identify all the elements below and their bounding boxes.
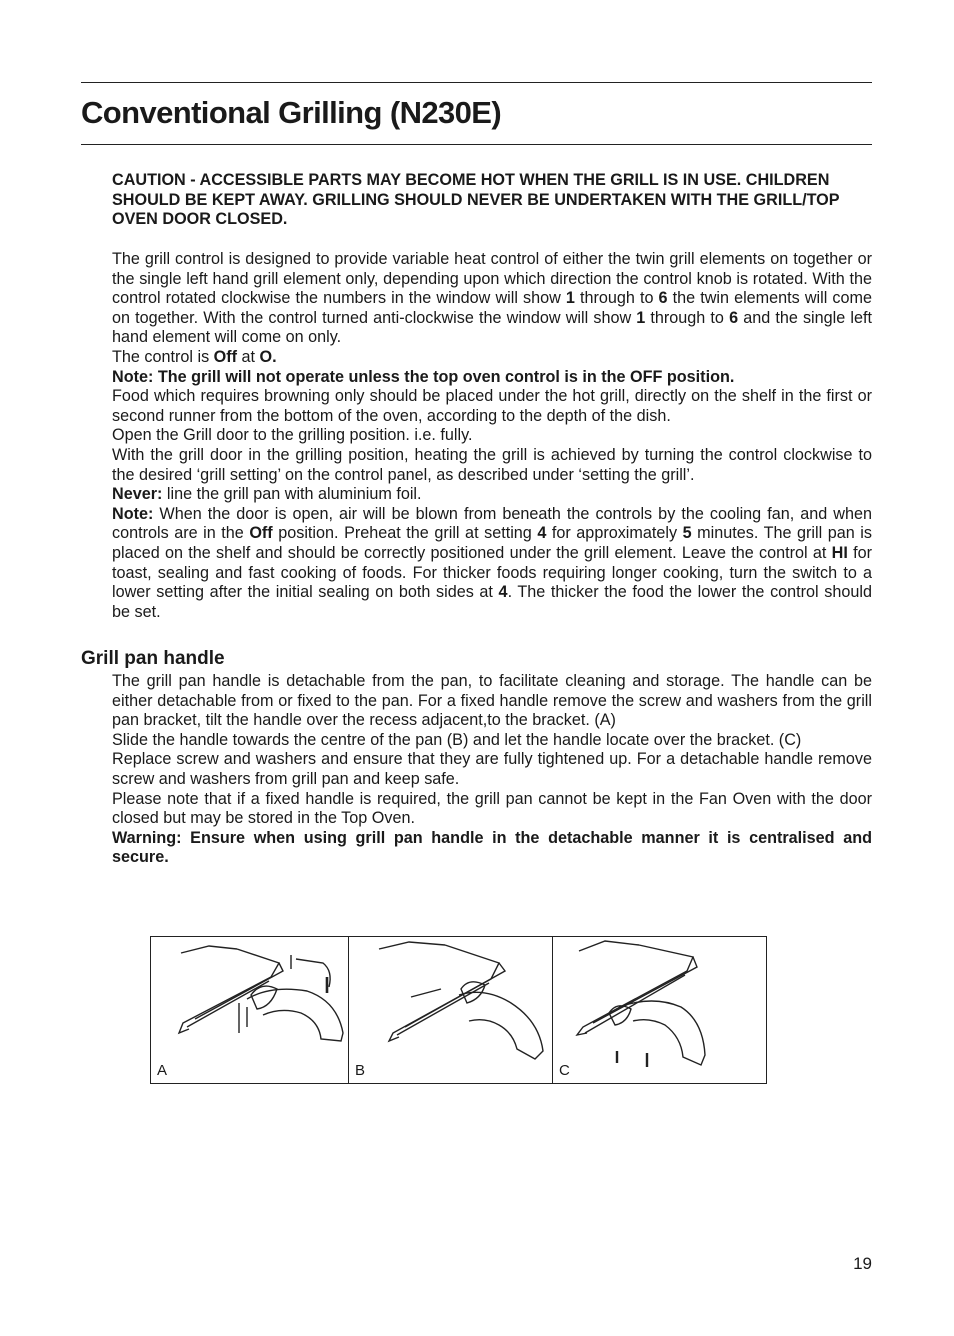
figure-b-label: B bbox=[355, 1062, 366, 1079]
title-underline bbox=[81, 144, 872, 145]
handle-paragraph-2: Slide the handle towards the centre of the pan (B) and let the handle locate over the bracket. (C) bbox=[112, 730, 802, 749]
grill-handle-slide-illustration bbox=[349, 937, 553, 1083]
page-number: 19 bbox=[853, 1254, 872, 1273]
grill-pan-handle-heading: Grill pan handle bbox=[81, 648, 225, 669]
top-rule bbox=[81, 82, 872, 83]
heating-paragraph: With the grill door in the grilling position, heating the grill is achieved by turning the control clockwise to the desired ‘grill setting’ on the control panel, as described under ‘setting the grill’. bbox=[112, 445, 872, 484]
figure-a-label: A bbox=[157, 1062, 168, 1079]
control-description-paragraph: The grill control is designed to provide variable heat control of either the twin grill elements on together or the single left hand grill element only, depending upon which direction the control knob is rotated. With the control rotated clockwise the numbers in the window will show 1 through to 6 the twin elements will come on together. With the control turned anti-clockwise the window will show 1 through to 6 and the single left hand element will come on only. bbox=[112, 250, 872, 347]
figure-b bbox=[348, 936, 554, 1084]
handle-paragraph-4: Please note that if a fixed handle is required, the grill pan cannot be kept in the Fan Oven with the door closed but may be stored in the Top Oven. bbox=[112, 789, 872, 828]
handle-warning: Warning: Ensure when using grill pan handle in the detachable manner it is centralised and secure. bbox=[112, 828, 872, 867]
never-foil-line: Never: line the grill pan with aluminium foil. bbox=[112, 485, 422, 504]
title-main: Conventional Grilling bbox=[81, 95, 382, 130]
handle-figures bbox=[150, 936, 767, 1084]
title-model: (N230E) bbox=[389, 95, 502, 130]
handle-paragraph-3: Replace screw and washers and ensure that they are fully tightened up. For a detachable handle remove screw and washers from grill pan and keep safe. bbox=[112, 750, 872, 788]
figure-c bbox=[552, 936, 767, 1084]
grill-handle-locate-illustration bbox=[553, 937, 766, 1083]
handle-paragraph-1: The grill pan handle is detachable from the pan, to facilitate cleaning and storage. The handle can be either detachable from or fixed to the pan. For a fixed handle remove the screw and washers from the grill pan bracket, tilt the handle over the recess adjacent,to the bracket. (A) bbox=[112, 672, 872, 730]
figure-a bbox=[150, 936, 350, 1084]
intro-section bbox=[112, 250, 872, 622]
caution-text: CAUTION - ACCESSIBLE PARTS MAY BECOME HOT WHEN THE GRILL IS IN USE. CHILDREN SHOULD BE KEPT AWAY. GRILLING SHOULD NEVER BE UNDERTAKEN WITH THE GRILL/TOP OVEN DOOR CLOSED. bbox=[112, 171, 840, 229]
note-top-oven-off: Note: The grill will not operate unless the top oven control is in the OFF position. bbox=[112, 367, 735, 386]
open-door-paragraph: Open the Grill door to the grilling position. i.e. fully. bbox=[112, 426, 473, 445]
page-title bbox=[81, 93, 501, 133]
grill-handle-tilt-illustration bbox=[151, 937, 349, 1083]
cooling-fan-note: Note: When the door is open, air will be blown from beneath the controls by the cooling fan, and when controls are in the Off position. Preheat the grill at setting 4 for approximately 5 minutes. The grill pan is placed on the shelf and should be correctly positioned under the grill element. Leave the control at HI for toast, sealing and fast cooking of foods. For thicker foods requiring longer cooking, turn the switch to a lower setting after the initial sealing on both sides at 4. The thicker the food the lower the control should be set. bbox=[112, 504, 872, 621]
control-off-line: The control is Off at O. bbox=[112, 347, 277, 366]
handle-section bbox=[112, 672, 872, 868]
browning-paragraph: Food which requires browning only should be placed under the hot grill, directly on the shelf in the first or second runner from the bottom of the oven, according to the depth of the dish. bbox=[112, 387, 872, 425]
figure-c-label: C bbox=[559, 1062, 570, 1079]
